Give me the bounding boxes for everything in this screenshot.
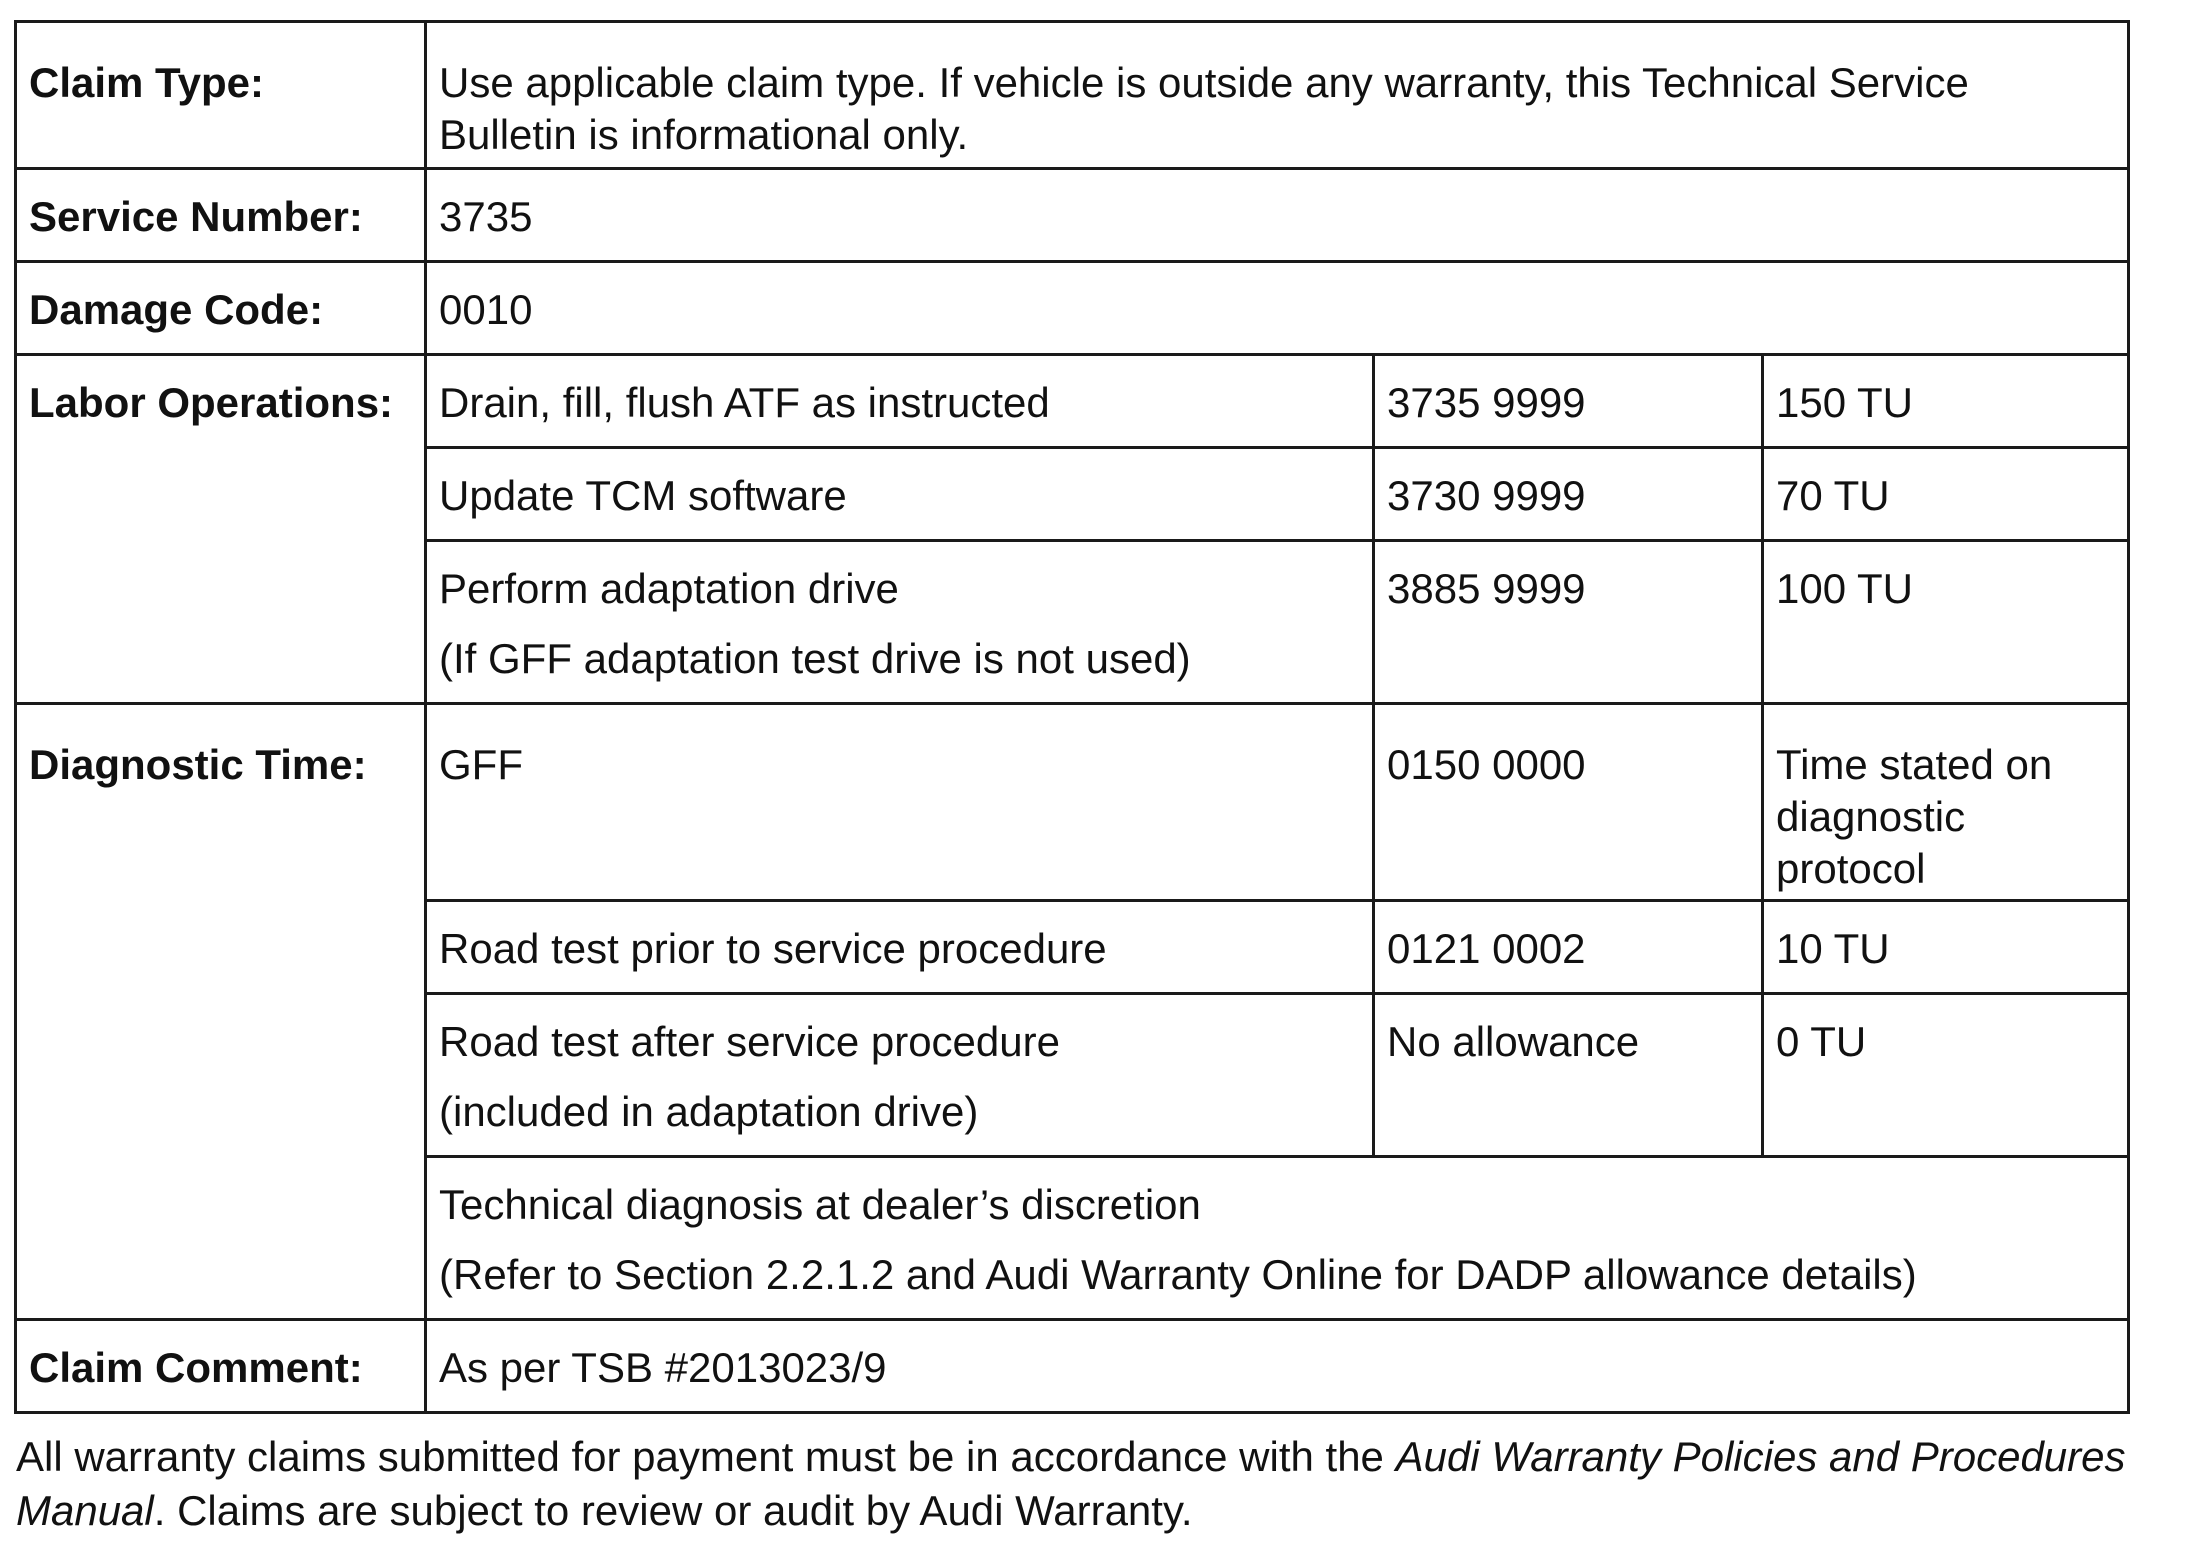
claim-type-row bbox=[16, 22, 2129, 169]
diagnostic-time-line3: protocol bbox=[1776, 845, 1926, 892]
claim-type-value-line1: Use applicable claim type. If vehicle is outside any warranty, this Technical Service bbox=[439, 59, 1969, 106]
labor-operation-time: 150 TU bbox=[1763, 355, 2129, 448]
labor-operations-label: Labor Operations: bbox=[16, 355, 426, 704]
claim-type-value-line2: Bulletin is informational only. bbox=[439, 111, 969, 158]
diagnostic-time-line1: Time stated on bbox=[1776, 741, 2053, 788]
diagnostic-note: (included in adaptation drive) bbox=[439, 1088, 979, 1135]
claim-comment-value: As per TSB #2013023/9 bbox=[426, 1320, 2129, 1413]
labor-operation-description-text: Perform adaptation drive bbox=[439, 565, 899, 612]
diagnostic-description: GFF bbox=[426, 704, 1374, 901]
labor-operation-time: 100 TU bbox=[1763, 541, 2129, 704]
labor-operation-description bbox=[426, 541, 1374, 704]
footnote-manual-title: Audi Warranty Policies and Procedures bbox=[1395, 1433, 2126, 1480]
claim-comment-row bbox=[16, 1320, 2129, 1413]
diagnostic-code: 0121 0002 bbox=[1374, 901, 1763, 994]
service-number-row bbox=[16, 169, 2129, 262]
footnote-manual-title-2: Manual bbox=[16, 1487, 154, 1534]
footnote-text-2: . Claims are subject to review or audit by Audi Warranty. bbox=[153, 1487, 1193, 1534]
diagnostic-description-text: Road test after service procedure bbox=[439, 1018, 1060, 1065]
diagnostic-time-line2: diagnostic bbox=[1776, 793, 1966, 840]
labor-operation-note: (If GFF adaptation test drive is not used) bbox=[439, 635, 1191, 682]
diagnostic-description bbox=[426, 994, 1374, 1157]
labor-operation-code: 3885 9999 bbox=[1374, 541, 1763, 704]
damage-code-label: Damage Code: bbox=[16, 262, 426, 355]
diagnostic-discretion-line2: (Refer to Section 2.2.1.2 and Audi Warranty Online for DADP allowance details) bbox=[439, 1251, 1917, 1298]
damage-code-value: 0010 bbox=[426, 262, 2129, 355]
labor-operation-description: Drain, fill, flush ATF as instructed bbox=[426, 355, 1374, 448]
diagnostic-discretion-line1: Technical diagnosis at dealer’s discretion bbox=[439, 1181, 1201, 1228]
warranty-footnote bbox=[16, 1430, 2136, 1538]
claim-type-label: Claim Type: bbox=[16, 22, 426, 169]
labor-operation-row bbox=[16, 355, 2129, 448]
diagnostic-description: Road test prior to service procedure bbox=[426, 901, 1374, 994]
service-number-label: Service Number: bbox=[16, 169, 426, 262]
claim-type-value bbox=[426, 22, 2129, 169]
diagnostic-time: 10 TU bbox=[1763, 901, 2129, 994]
diagnostic-time: 0 TU bbox=[1763, 994, 2129, 1157]
labor-operation-code: 3730 9999 bbox=[1374, 448, 1763, 541]
warranty-claim-table bbox=[14, 20, 2130, 1414]
service-number-value: 3735 bbox=[426, 169, 2129, 262]
diagnostic-code: No allowance bbox=[1374, 994, 1763, 1157]
diagnostic-time-label: Diagnostic Time: bbox=[16, 704, 426, 1320]
labor-operation-time: 70 TU bbox=[1763, 448, 2129, 541]
diagnostic-discretion bbox=[426, 1157, 2129, 1320]
diagnostic-time bbox=[1763, 704, 2129, 901]
diagnostic-code: 0150 0000 bbox=[1374, 704, 1763, 901]
labor-operation-code: 3735 9999 bbox=[1374, 355, 1763, 448]
footnote-text-1: All warranty claims submitted for payment must be in accordance with the bbox=[16, 1433, 1396, 1480]
diagnostic-row bbox=[16, 704, 2129, 901]
damage-code-row bbox=[16, 262, 2129, 355]
labor-operation-description: Update TCM software bbox=[426, 448, 1374, 541]
claim-comment-label: Claim Comment: bbox=[16, 1320, 426, 1413]
